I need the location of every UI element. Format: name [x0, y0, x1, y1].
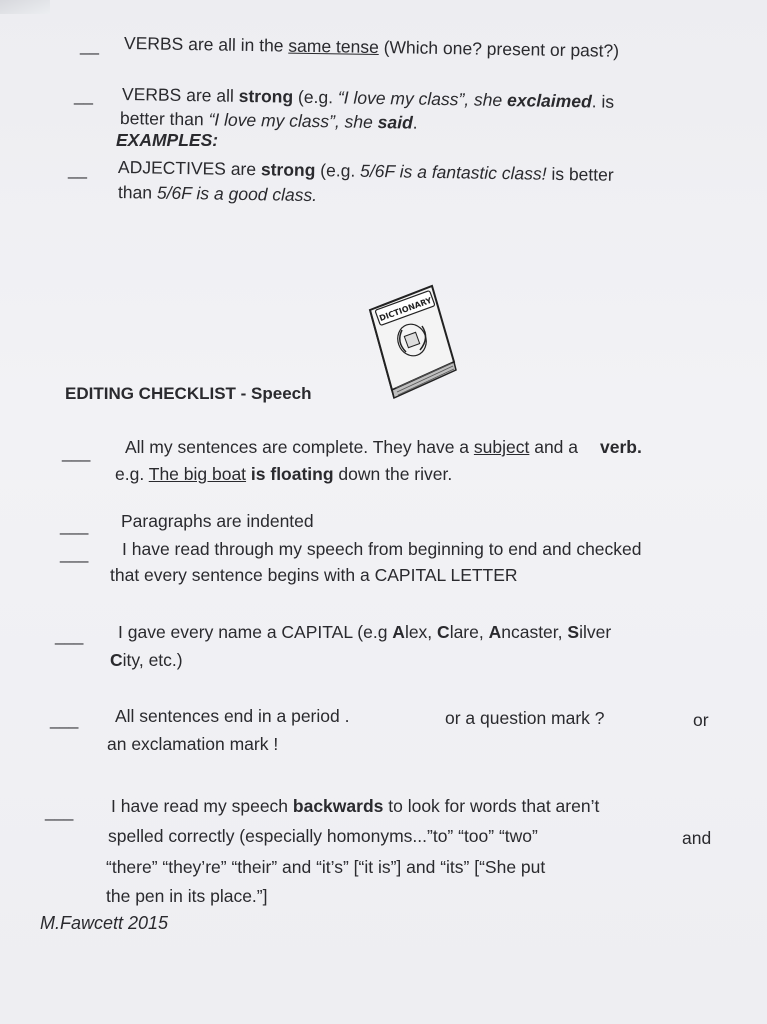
- blank-line-end-punctuation: ___: [50, 710, 79, 729]
- text: 5/6F is a fantastic class!: [359, 160, 547, 184]
- dictionary-book-icon: [362, 282, 462, 400]
- text: ity, etc.): [122, 650, 183, 670]
- text: VERBS are all: [121, 84, 239, 106]
- author-footer: M.Fawcett 2015: [40, 913, 169, 933]
- item-adjectives-line2: [118, 182, 317, 205]
- text: exclaimed: [506, 90, 592, 112]
- text: strong: [260, 159, 316, 181]
- checklist-heading: EDITING CHECKLIST - Speech: [65, 384, 312, 403]
- text: I gave every name a CAPITAL (e.g: [118, 622, 393, 642]
- check-backwards-line2a: spelled correctly (especially homonyms...”to” “too” “two”: [108, 826, 538, 846]
- item-verbs-strong-line2: [120, 108, 418, 133]
- text: and a: [529, 437, 578, 457]
- check-capital-names-line2: [110, 650, 183, 670]
- text: A: [392, 622, 405, 642]
- item-verbs-tense: [124, 33, 619, 61]
- text: ADJECTIVES are: [117, 157, 262, 180]
- check-end-punctuation-a: All sentences end in a period .: [115, 706, 350, 726]
- blank-line-paragraphs: ___: [60, 516, 89, 535]
- text: S: [567, 622, 580, 642]
- check-capital-names-line1: [118, 622, 611, 642]
- text: to look for words that aren’t: [383, 796, 600, 816]
- same-tense-text: same tense: [288, 35, 379, 58]
- text: VERBS are all in the: [123, 33, 289, 56]
- text: backwards: [292, 796, 384, 816]
- text: (Which one? present or past?): [378, 37, 620, 61]
- text: e.g.: [115, 464, 149, 484]
- text: ilver: [579, 622, 612, 642]
- check-end-punctuation-c: or: [693, 710, 709, 730]
- text: C: [437, 622, 450, 642]
- blank-line-sentences: ___: [62, 443, 91, 462]
- check-read-through-line2: that every sentence begins with a CAPITAL LETTER: [110, 565, 518, 585]
- check-sentences-line2: [115, 464, 452, 484]
- text: . is: [591, 91, 615, 112]
- text: .: [412, 112, 418, 133]
- examples-label: EXAMPLES:: [116, 130, 219, 150]
- text: The big boat: [148, 464, 247, 484]
- paper-corner-shadow: [0, 0, 50, 14]
- check-backwards-line2b: and: [682, 828, 712, 848]
- check-backwards-line3: “there” “they’re” “their” and “it’s” [“it is”] and “its” [“She put: [106, 857, 546, 877]
- text: (e.g.: [292, 86, 339, 108]
- item-verbs-strong-line1: [122, 84, 614, 112]
- blank-line-verbs-strong: __: [74, 86, 93, 105]
- text: “I love my class”, she: [208, 109, 378, 133]
- check-paragraphs: Paragraphs are indented: [121, 511, 314, 531]
- text: subject: [473, 437, 530, 457]
- text: is floating: [246, 464, 334, 484]
- text: down the river.: [333, 464, 453, 484]
- text: 5/6F is a good class.: [156, 182, 318, 206]
- dictionary-label: DICTIONARY: [378, 295, 433, 324]
- check-end-punctuation-line2: an exclamation mark !: [107, 734, 279, 754]
- blank-line-verbs-tense: __: [80, 36, 99, 55]
- check-end-punctuation-b: or a question mark ?: [445, 708, 605, 728]
- check-read-through-line1: I have read through my speech from beginning to end and checked: [122, 539, 642, 559]
- text: verb.: [600, 437, 642, 457]
- blank-line-adjectives: __: [68, 160, 87, 179]
- text: ncaster,: [501, 622, 568, 642]
- check-sentences-line1: [125, 437, 642, 457]
- text: C: [110, 650, 123, 670]
- check-backwards-line4: the pen in its place.”]: [106, 886, 268, 906]
- text: All my sentences are complete. They have a: [125, 437, 474, 457]
- text: (e.g.: [315, 160, 361, 181]
- text: A: [488, 622, 502, 642]
- text: “I love my class”, she: [337, 87, 508, 111]
- text: said: [377, 112, 413, 133]
- item-adjectives-line1: [118, 157, 614, 185]
- text: lex,: [404, 622, 438, 642]
- check-backwards-line1: [111, 796, 599, 816]
- blank-line-read-through: ___: [60, 544, 89, 563]
- text: better than: [119, 108, 209, 130]
- blank-line-backwards: ___: [45, 802, 74, 821]
- text: strong: [238, 85, 294, 107]
- text: is better: [546, 163, 614, 185]
- text: I have read my speech: [111, 796, 293, 816]
- blank-line-capital-names: ___: [55, 626, 84, 645]
- text: than: [117, 182, 158, 203]
- text: lare,: [449, 622, 489, 642]
